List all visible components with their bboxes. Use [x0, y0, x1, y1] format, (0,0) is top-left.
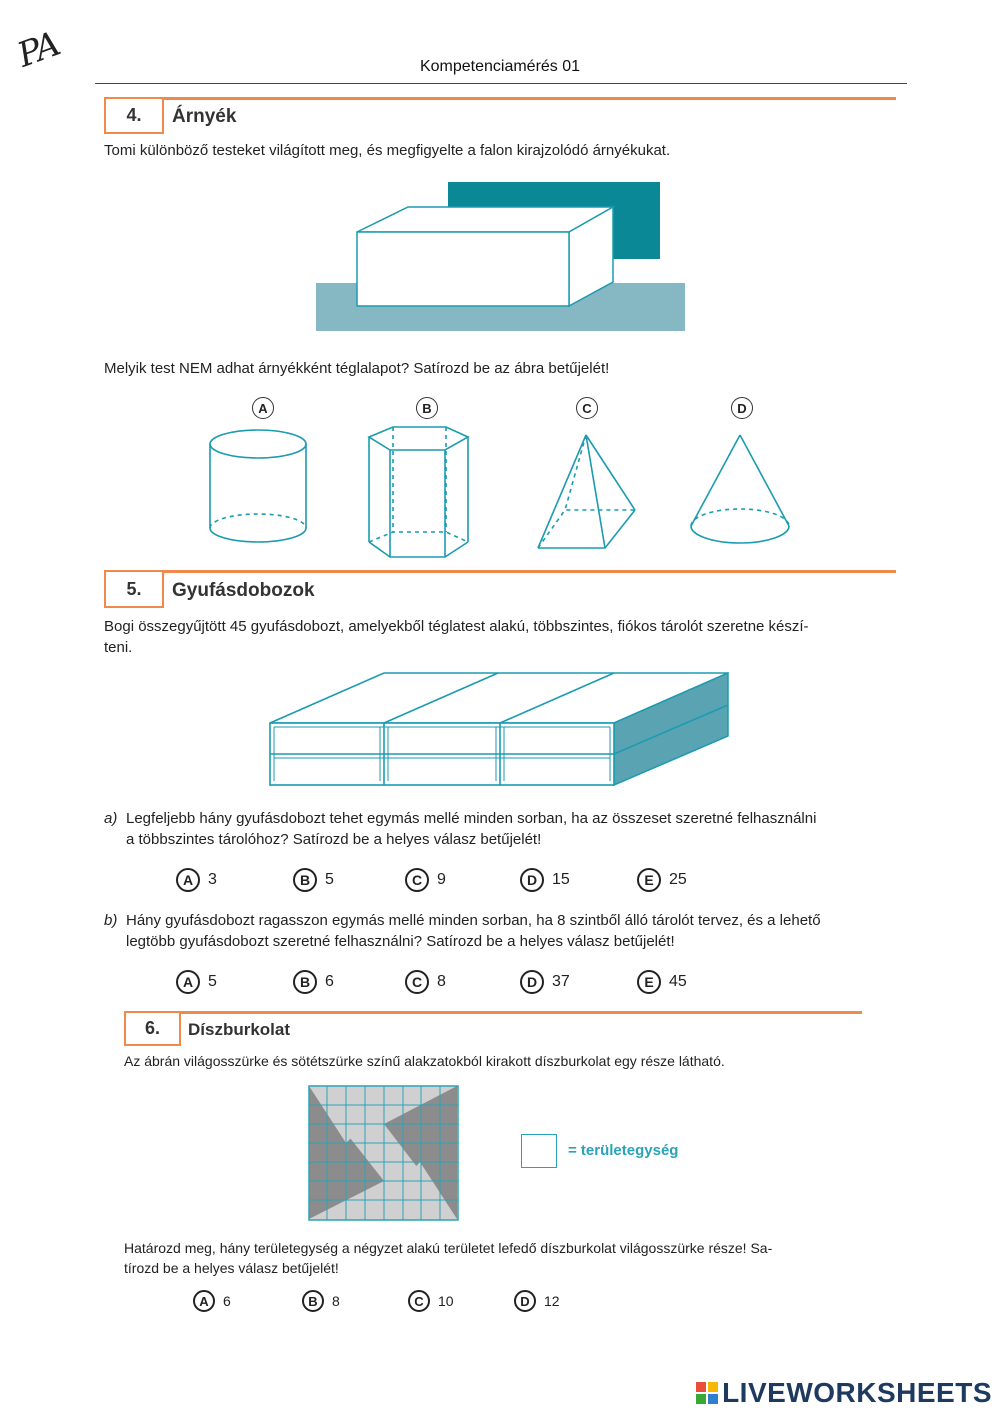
- qa-option-d-value: 15: [552, 871, 570, 888]
- qb-option-d[interactable]: [520, 970, 570, 994]
- area-unit-label: = területegység: [568, 1142, 679, 1159]
- qb-option-c-letter[interactable]: C: [405, 970, 429, 994]
- solids-figure: [200, 420, 800, 560]
- qb-option-c[interactable]: [405, 970, 446, 994]
- s6-option-d[interactable]: [514, 1290, 560, 1312]
- figure-label-d[interactable]: D: [731, 397, 753, 419]
- section4-number: 4.: [104, 97, 164, 134]
- hexagonal-prism-shape: [369, 427, 468, 557]
- qa-option-c-letter[interactable]: C: [405, 868, 429, 892]
- s6-option-b-value: 8: [332, 1293, 340, 1309]
- figure-label-a[interactable]: A: [252, 397, 274, 419]
- s6-option-d-letter[interactable]: D: [514, 1290, 536, 1312]
- qa-option-e-letter[interactable]: E: [637, 868, 661, 892]
- qb-option-a[interactable]: [176, 970, 217, 994]
- qb-option-c-value: 8: [437, 973, 446, 990]
- qa-option-b[interactable]: [293, 868, 334, 892]
- qa-option-c[interactable]: [405, 868, 446, 892]
- qa-option-a-value: 3: [208, 871, 217, 888]
- qb-option-b-value: 6: [325, 973, 334, 990]
- figure-label-b[interactable]: B: [416, 397, 438, 419]
- qb-option-b-letter[interactable]: B: [293, 970, 317, 994]
- s6-option-c[interactable]: [408, 1290, 454, 1312]
- qa-option-e[interactable]: [637, 868, 687, 892]
- s6-option-a-value: 6: [223, 1293, 231, 1309]
- cylinder-shape: [210, 430, 306, 542]
- question-a-line1: Legfeljebb hány gyufásdobozt tehet egymás mellé minden sorban, ha az összeset szeretné felhasználni: [126, 810, 817, 827]
- section5-rule: [104, 570, 896, 573]
- qb-option-e-letter[interactable]: E: [637, 970, 661, 994]
- header-divider: [95, 83, 907, 84]
- matchbox-storage-figure: [262, 668, 732, 790]
- area-unit-square: [521, 1134, 557, 1168]
- qa-option-d[interactable]: [520, 868, 570, 892]
- liveworksheets-text: LIVEWORKSHEETS: [722, 1377, 992, 1408]
- mosaic-figure: [308, 1085, 460, 1222]
- qa-option-e-value: 25: [669, 871, 687, 888]
- question-b-line2: legtöbb gyufásdobozt szeretné felhasználni? Satírozd be a helyes válasz betűjelét!: [126, 933, 675, 950]
- qb-option-a-letter[interactable]: A: [176, 970, 200, 994]
- qb-option-e[interactable]: [637, 970, 687, 994]
- section4-rule: [104, 97, 896, 100]
- s6-option-d-value: 12: [544, 1293, 560, 1309]
- box-front: [357, 232, 569, 306]
- cone-shape: [691, 435, 789, 543]
- pyramid-shape: [538, 435, 635, 548]
- section4-question: Melyik test NEM adhat árnyékként téglalapot? Satírozd be az ábra betűjelét!: [104, 360, 610, 377]
- page-title: Kompetenciamérés 01: [419, 58, 581, 75]
- qa-option-a-letter[interactable]: A: [176, 868, 200, 892]
- section6-intro: Az ábrán világosszürke és sötétszürke színű alakzatokból kirakott díszburkolat egy része látható.: [124, 1053, 725, 1069]
- s6-option-a-letter[interactable]: A: [193, 1290, 215, 1312]
- s6-option-c-letter[interactable]: C: [408, 1290, 430, 1312]
- liveworksheets-logo-icon: [696, 1382, 718, 1404]
- qa-option-a[interactable]: [176, 868, 217, 892]
- question-a-line2: a többszintes tárolóhoz? Satírozd be a helyes válasz betűjelét!: [126, 831, 542, 848]
- s6-option-c-value: 10: [438, 1293, 454, 1309]
- liveworksheets-watermark: [696, 1377, 992, 1409]
- qb-option-a-value: 5: [208, 973, 217, 990]
- s6-option-b-letter[interactable]: B: [302, 1290, 324, 1312]
- section6-title: Díszburkolat: [188, 1020, 291, 1039]
- section5-title: Gyufásdobozok: [172, 580, 315, 601]
- section5-intro-line2: teni.: [104, 639, 133, 656]
- s6-option-b[interactable]: [302, 1290, 340, 1312]
- question-b-marker: b): [104, 912, 118, 929]
- pa-logo: PA: [12, 24, 64, 76]
- section6-question-line2: tírozd be a helyes válasz betűjelét!: [124, 1260, 339, 1276]
- qb-option-b[interactable]: [293, 970, 334, 994]
- section6-rule: [124, 1011, 862, 1014]
- s6-option-a[interactable]: [193, 1290, 231, 1312]
- section4-intro: Tomi különböző testeket világított meg, és megfigyelte a falon kirajzolódó árnyékukat.: [104, 142, 671, 159]
- section6-number: 6.: [124, 1011, 181, 1046]
- question-b-line1: Hány gyufásdobozt ragasszon egymás mellé minden sorban, ha 8 szintből álló tárolót tervez, és a lehető: [126, 912, 821, 929]
- section5-number: 5.: [104, 570, 164, 608]
- section6-question-line1: Határozd meg, hány területegység a négyzet alakú területet lefedő díszburkolat világosszürke része! Sa-: [124, 1240, 773, 1256]
- section5-intro-line1: Bogi összegyűjtött 45 gyufásdobozt, amelyekből téglatest alakú, többszintes, fiókos tárolót szeretne készí-: [104, 618, 809, 635]
- qb-option-d-value: 37: [552, 973, 570, 990]
- figure-label-c[interactable]: C: [576, 397, 598, 419]
- qa-option-c-value: 9: [437, 871, 446, 888]
- question-a-marker: a): [104, 810, 118, 827]
- qa-option-b-letter[interactable]: B: [293, 868, 317, 892]
- qa-option-b-value: 5: [325, 871, 334, 888]
- section4-title: Árnyék: [172, 106, 237, 127]
- qa-option-d-letter[interactable]: D: [520, 868, 544, 892]
- shadow-box-figure: [310, 178, 690, 336]
- qb-option-d-letter[interactable]: D: [520, 970, 544, 994]
- qb-option-e-value: 45: [669, 973, 687, 990]
